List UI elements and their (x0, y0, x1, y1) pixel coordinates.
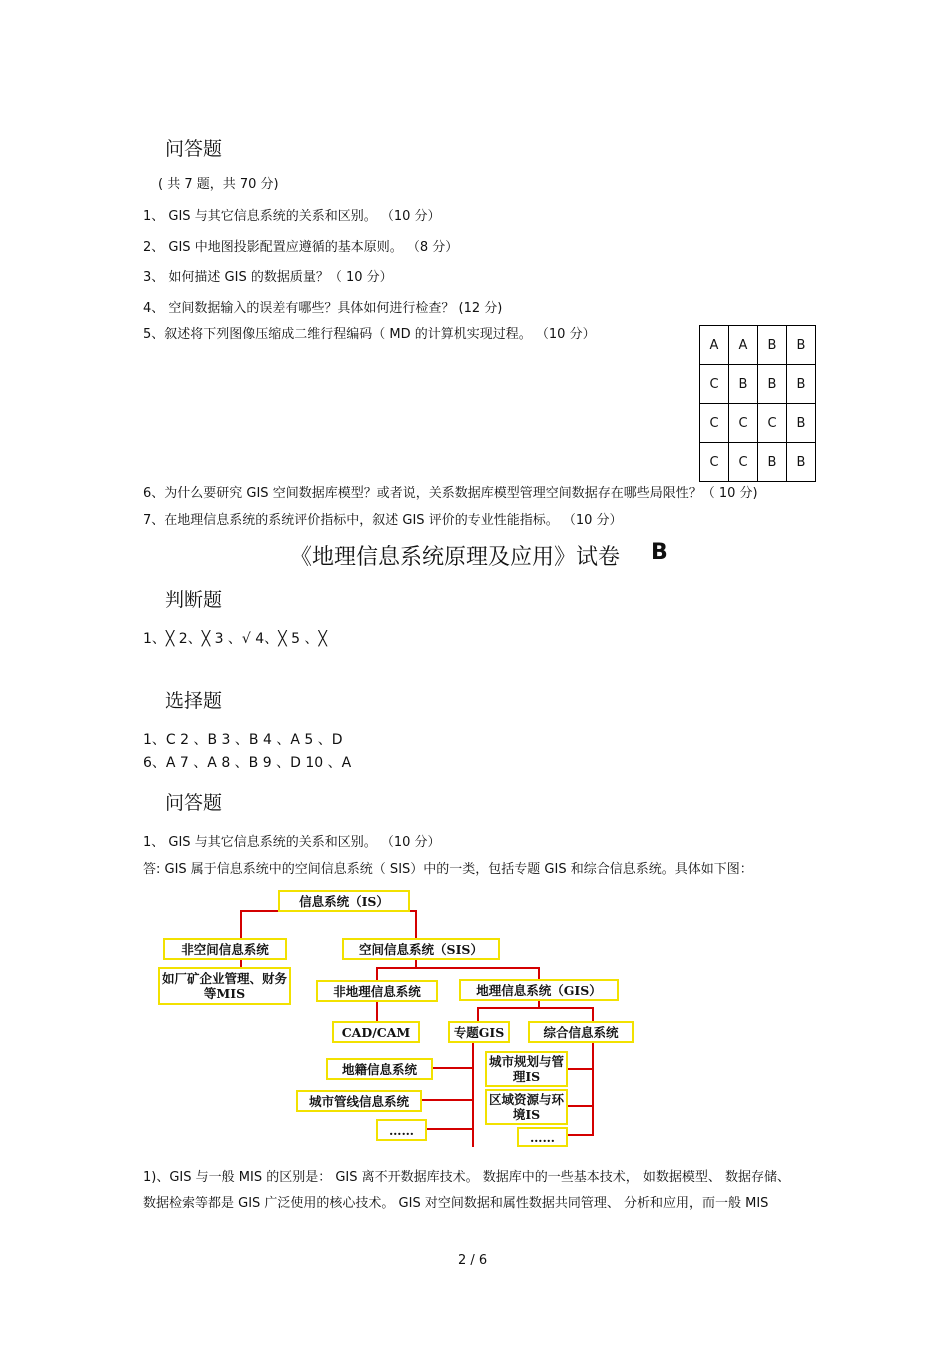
node-urban-planning: 城市规划与管理IS (485, 1051, 568, 1087)
node-gis: 地理信息系统（GIS） (459, 979, 619, 1001)
section-subtitle: ( 共 7 题，共 70 分) (158, 177, 279, 192)
question-7: 7、在地理信息系统的系统评价指标中，叙述 GIS 评价的专业性能指标。 （10 分） (143, 513, 623, 528)
grid-cell: B (758, 443, 787, 482)
exam-title-letter: B (651, 540, 668, 565)
grid-cell: C (758, 404, 787, 443)
grid-cell: A (700, 326, 729, 365)
choice-answers-row-1: 1、C 2 、B 3 、B 4 、A 5 、D (143, 732, 343, 748)
connector-line (568, 1068, 594, 1070)
page-number: 2 / 6 (458, 1253, 488, 1268)
node-cad-cam: CAD/CAM (332, 1021, 420, 1043)
node-mis-example: 如厂矿企业管理、财务等MIS (158, 967, 291, 1005)
question-6: 6、为什么要研究 GIS 空间数据库模型？或者说，关系数据库模型管理空间数据存在哪些局限性？（ 10 分) (143, 486, 758, 501)
grid-cell: B (729, 365, 758, 404)
node-thematic-gis: 专题GIS (448, 1021, 510, 1043)
grid-cell: C (700, 404, 729, 443)
grid-cell: B (787, 365, 816, 404)
node-non-spatial-system: 非空间信息系统 (163, 938, 287, 960)
grid-cell: C (729, 443, 758, 482)
grid-cell: C (700, 365, 729, 404)
choice-answers-row-2: 6、A 7 、A 8 、B 9 、D 10 、A (143, 755, 352, 771)
connector-line (376, 999, 378, 1023)
connector-line (421, 1099, 474, 1101)
grid-cell: B (787, 404, 816, 443)
node-pipeline-system: 城市管线信息系统 (296, 1090, 422, 1112)
connector-line (240, 910, 242, 940)
grid-cell: C (700, 443, 729, 482)
section-heading-qa-answers: 问答题 (165, 792, 223, 814)
grid-cell: A (729, 326, 758, 365)
section-heading-judge: 判断题 (165, 589, 223, 611)
connector-line (432, 1067, 474, 1069)
node-regional-resources: 区域资源与环境IS (485, 1089, 568, 1125)
grid-cell: B (758, 326, 787, 365)
is-hierarchy-diagram (150, 885, 650, 1150)
connector-line (592, 1041, 594, 1136)
answer-question-1: 1、 GIS 与其它信息系统的关系和区别。 （10 分） (143, 835, 441, 850)
connector-line (376, 967, 540, 969)
grid-cell: B (758, 365, 787, 404)
node-cadastral-system: 地籍信息系统 (326, 1058, 433, 1080)
question-5: 5、叙述将下列图像压缩成二维行程编码（ MD 的计算机实现过程。 （10 分） (143, 327, 596, 342)
image-grid-table (699, 325, 816, 482)
question-3: 3、 如何描述 GIS 的数据质量？（ 10 分） (143, 270, 393, 285)
node-ellipsis-right: …… (517, 1127, 568, 1147)
section-heading-qa: 问答题 (165, 138, 223, 160)
question-2: 2、 GIS 中地图投影配置应遵循的基本原则。 （8 分） (143, 240, 459, 255)
section-heading-choice: 选择题 (165, 690, 223, 712)
node-information-system: 信息系统（IS） (278, 890, 410, 912)
judge-answers: 1、╳ 2、╳ 3 、√ 4、╳ 5 、╳ (143, 631, 327, 647)
node-ellipsis-left: …… (376, 1119, 427, 1141)
paragraph-line-1: 1)、GIS 与一般 MIS 的区别是： GIS 离不开数据库技术。 数据库中的一些基本技术， 如数据模型、 数据存储、 (143, 1170, 791, 1185)
question-1: 1、 GIS 与其它信息系统的关系和区别。 （10 分） (143, 209, 441, 224)
question-4: 4、 空间数据输入的误差有哪些？具体如何进行检查？ (12 分) (143, 301, 503, 316)
node-spatial-system: 空间信息系统（SIS） (342, 938, 500, 960)
grid-cell: C (729, 404, 758, 443)
grid-cell: B (787, 326, 816, 365)
paragraph-line-2: 数据检索等都是 GIS 广泛使用的核心技术。 GIS 对空间数据和属性数据共同管理、 分析和应用，而一般 MIS (143, 1196, 769, 1211)
node-integrated-system: 综合信息系统 (528, 1021, 634, 1043)
connector-line (415, 910, 417, 940)
connector-line (477, 1007, 594, 1009)
exam-title: 《地理信息系统原理及应用》试卷 (290, 545, 621, 570)
connector-line (472, 1041, 474, 1147)
grid-cell: B (787, 443, 816, 482)
connector-line (568, 1134, 594, 1136)
connector-line (568, 1105, 594, 1107)
connector-line (426, 1128, 474, 1130)
node-non-geographic-system: 非地理信息系统 (316, 980, 438, 1002)
answer-intro: 答: GIS 属于信息系统中的空间信息系统（ SIS）中的一类，包括专题 GIS 和综合信息系统。具体如下图： (143, 862, 753, 877)
